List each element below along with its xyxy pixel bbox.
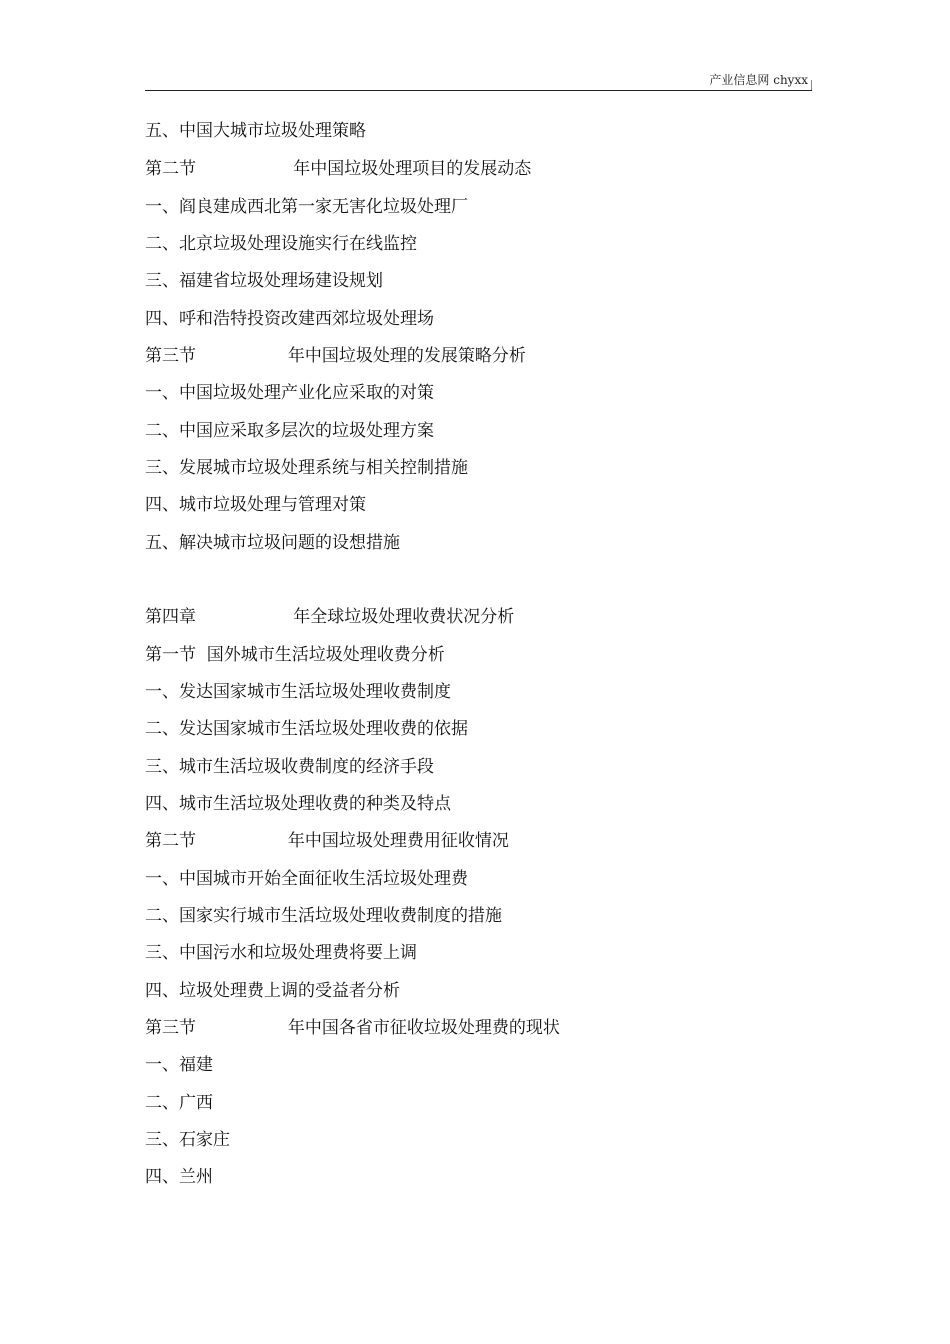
toc-section-heading: 第二节 年中国垃圾处理项目的发展动态 [145, 159, 532, 179]
toc-chapter-heading: 第四章 年全球垃圾处理收费状况分析 [145, 607, 515, 627]
toc-entry: 二、中国应采取多层次的垃圾处理方案 [145, 421, 434, 441]
toc-entry: 二、广西 [145, 1093, 213, 1113]
toc-entry: 三、发展城市垃圾处理系统与相关控制措施 [145, 458, 468, 478]
toc-section-heading: 第二节 年中国垃圾处理费用征收情况 [145, 831, 509, 851]
toc-section-heading: 第三节 年中国各省市征收垃圾处理费的现状 [145, 1018, 560, 1038]
toc-entry: 一、发达国家城市生活垃圾处理收费制度 [145, 682, 451, 702]
toc-entry: 三、中国污水和垃圾处理费将要上调 [145, 943, 417, 963]
toc-entry: 三、石家庄 [145, 1130, 230, 1150]
toc-section-heading: 第三节 年中国垃圾处理的发展策略分析 [145, 346, 526, 366]
toc-entry: 四、呼和浩特投资改建西郊垃圾处理场 [145, 309, 434, 329]
toc-entry: 四、城市生活垃圾处理收费的种类及特点 [145, 794, 451, 814]
toc-entry: 三、城市生活垃圾收费制度的经济手段 [145, 757, 434, 777]
toc-entry: 一、中国城市开始全面征收生活垃圾处理费 [145, 869, 468, 889]
page-header [145, 70, 812, 91]
toc-entry: 三、福建省垃圾处理场建设规划 [145, 271, 383, 291]
toc-section-heading: 第一节 国外城市生活垃圾处理收费分析 [145, 645, 445, 665]
toc-entry: 四、兰州 [145, 1167, 213, 1187]
toc-entry: 一、阎良建成西北第一家无害化垃圾处理厂 [145, 197, 468, 217]
toc-entry: 四、城市垃圾处理与管理对策 [145, 495, 366, 515]
toc-entry: 二、北京垃圾处理设施实行在线监控 [145, 234, 417, 254]
toc-entry: 二、发达国家城市生活垃圾处理收费的依据 [145, 719, 468, 739]
toc-entry: 四、垃圾处理费上调的受益者分析 [145, 981, 400, 1001]
toc-entry: 五、解决城市垃圾问题的设想措施 [145, 533, 400, 553]
toc-entry: 五、中国大城市垃圾处理策略 [145, 121, 366, 141]
toc-entry: 一、福建 [145, 1055, 213, 1075]
toc-entry: 一、中国垃圾处理产业化应采取的对策 [145, 383, 434, 403]
header-site-name: 产业信息网 chyxx [709, 73, 808, 87]
toc-entry: 二、国家实行城市生活垃圾处理收费制度的措施 [145, 906, 502, 926]
header-corner-mark [811, 80, 812, 90]
